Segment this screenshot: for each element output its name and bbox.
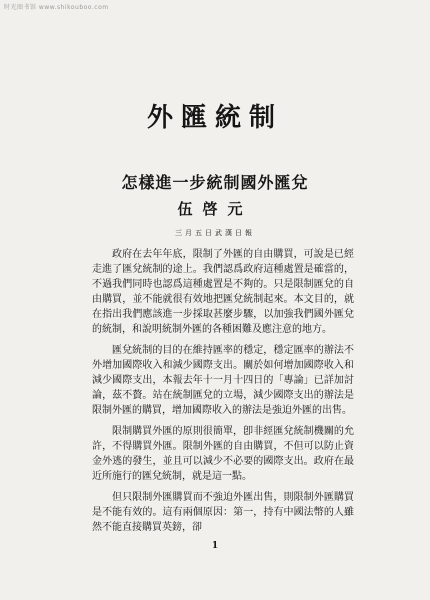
article-title: 怎樣進一步統制國外匯兌	[121, 173, 309, 192]
article-body	[92, 247, 354, 541]
paragraph: 但只限制外匯購買而不強迫外匯出售，則限制外匯購買是不能有效的。這有兩個原因：第一，持有中國法幣的人雖然不能直接購買英鎊，卻	[92, 492, 354, 533]
section-title: 外匯統制	[146, 103, 283, 133]
paragraph: 政府在去年年底，限制了外匯的自由購買，可說是已經走進了匯兌統制的途上。我們認爲政府這種處置是確當的，不過我們同時也認爲這種處置是不夠的。只是限制匯兌的自由購買，並不能就很有效地把匯兌統制起來。本文目的，就在指出我們應該進一步採取甚麼步驟，以加強我們國外匯兌的統制，和說明統制外匯的各種困難及應注意的地方。	[92, 249, 354, 335]
watermark: 时光图书馆 www.shikouboo.com	[4, 4, 109, 11]
author-name: 伍啓元	[177, 200, 253, 218]
paragraph: 限制購買外匯的原則很簡單，卽非經匯兌統制機關的允許，不得購買外匯。限制外匯的自由購買，不但可以防止資金外逃的發生，並且可以減少不必要的國際支出。政府在最近所施行的匯兌統制，就是這一點。	[92, 426, 354, 482]
paragraph: 匯兌統制的目的在維持匯率的穩定，穩定匯率的辦法不外增加國際收入和減少國際支出。關於如何增加國際收入和減少國際支出，本報去年十一月十四日的「專論」已詳加討論，茲不贅。站在統制匯兌的立場，減少國際支出的辦法是限制外匯的購買，增加國際收入的辦法是強迫外匯的出售。	[92, 345, 354, 416]
dateline: 三月五日武漢日報	[175, 229, 255, 237]
page-number: 1	[211, 541, 219, 551]
